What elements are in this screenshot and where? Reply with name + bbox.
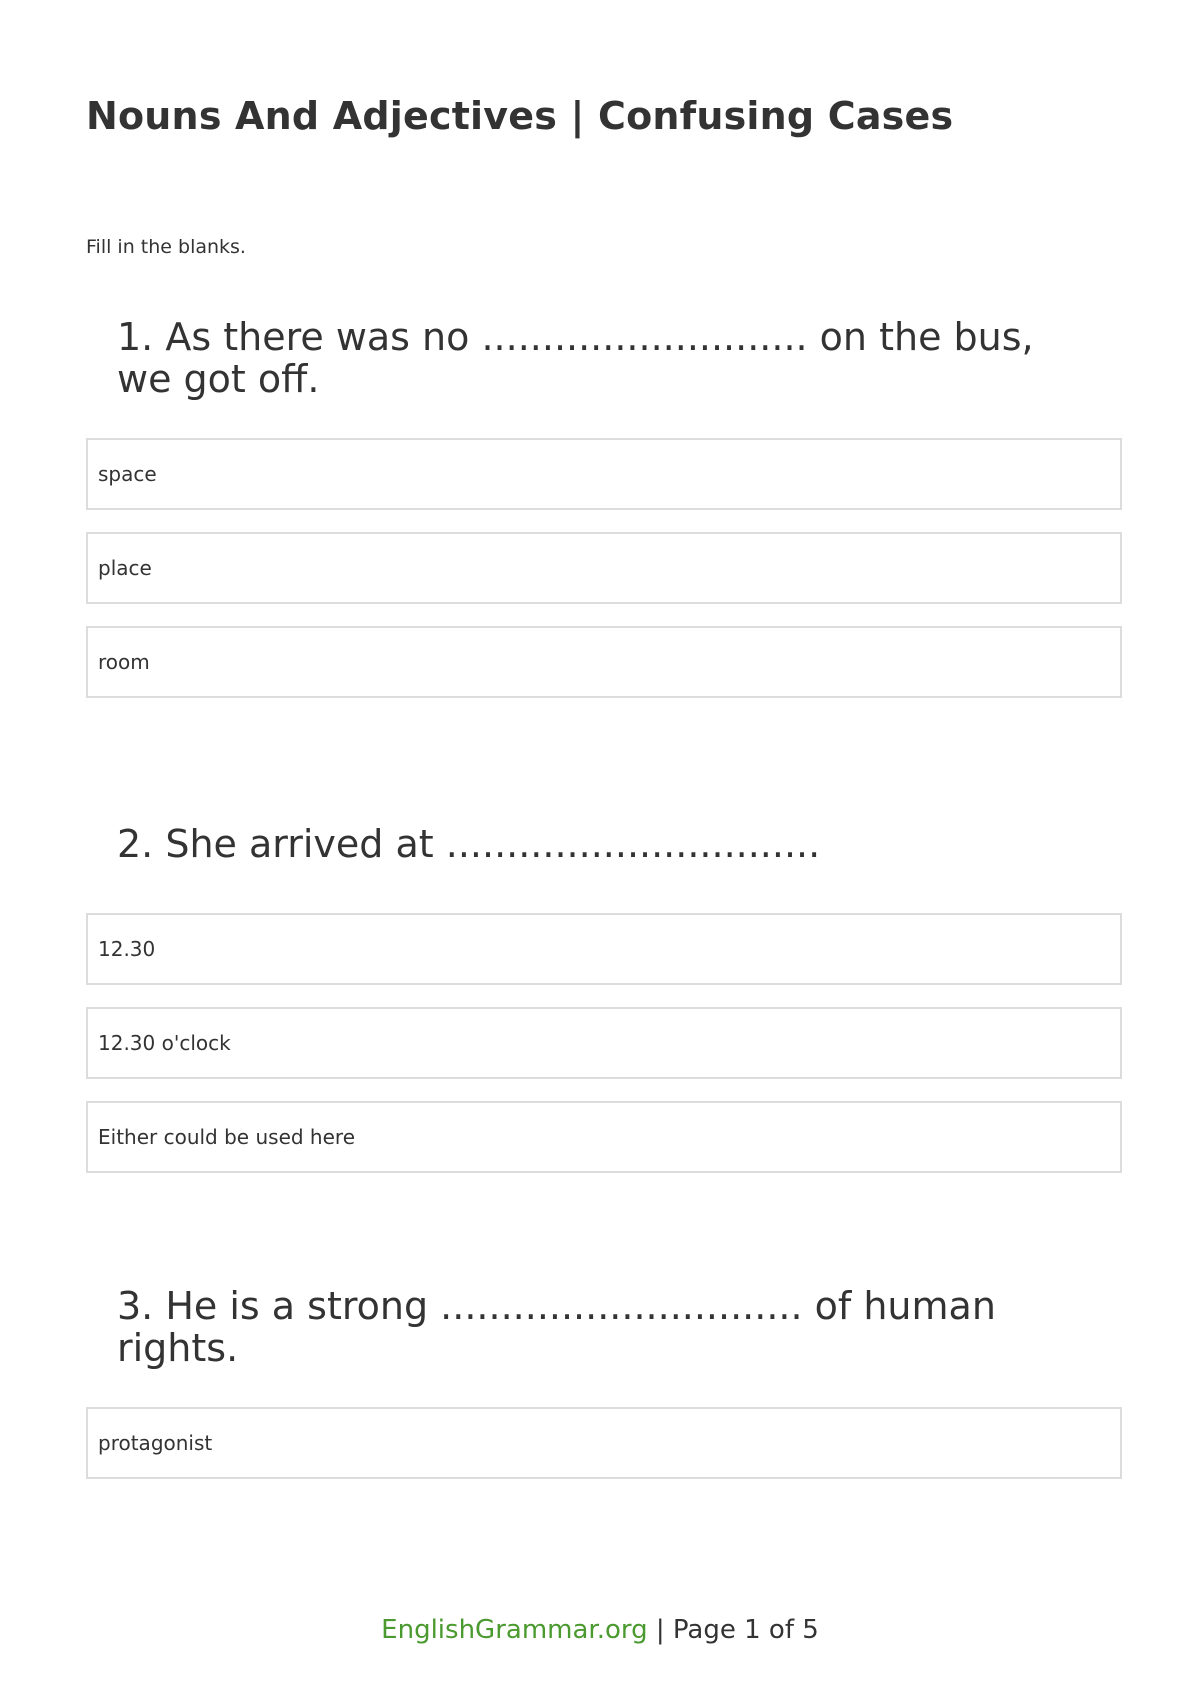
- instructions: Fill in the blanks.: [86, 236, 246, 258]
- answer-option-1230-oclock[interactable]: 12.30 o'clock: [86, 1007, 1122, 1079]
- answer-option-room[interactable]: room: [86, 626, 1122, 698]
- question-3: [86, 1285, 1122, 1501]
- question-text: 1. As there was no ........................... on the bus, we got off.: [117, 315, 1034, 401]
- page-number: Page 1 of 5: [672, 1615, 819, 1645]
- footer-separator: |: [647, 1615, 673, 1645]
- answer-option-protagonist[interactable]: protagonist: [86, 1407, 1122, 1479]
- site-link[interactable]: EnglishGrammar.org: [381, 1615, 648, 1645]
- page-title: Nouns And Adjectives | Confusing Cases: [86, 94, 954, 138]
- answer-options: [86, 438, 1122, 698]
- question-text: 3. He is a strong .............................. of human rights.: [117, 1284, 996, 1370]
- answer-options: [86, 1407, 1122, 1479]
- page-footer: [0, 1615, 1200, 1645]
- question-text: 2. She arrived at ...............................: [117, 822, 821, 866]
- question-2: [86, 823, 1122, 1195]
- question-1: [86, 316, 1122, 720]
- answer-option-place[interactable]: place: [86, 532, 1122, 604]
- answer-option-1230[interactable]: 12.30: [86, 913, 1122, 985]
- answer-option-space[interactable]: space: [86, 438, 1122, 510]
- answer-option-either[interactable]: Either could be used here: [86, 1101, 1122, 1173]
- answer-options: [86, 913, 1122, 1173]
